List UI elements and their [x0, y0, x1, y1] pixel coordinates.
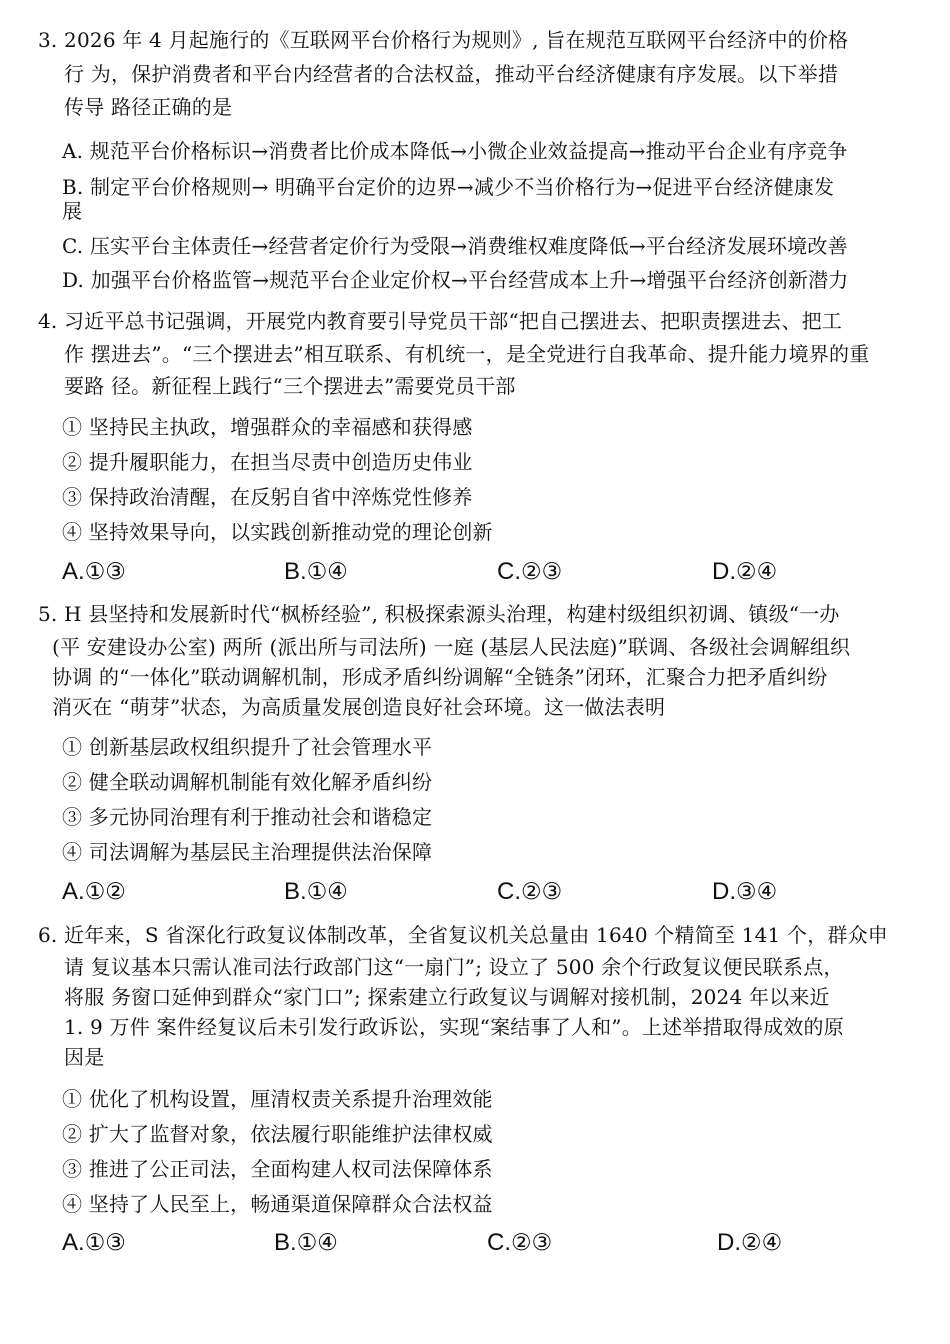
q3-option-b: B. 制定平台价格规则→ 明确平台定价的边界→减少不当价格行为→促进平台经济健康发 [62, 175, 835, 199]
q3-option-b-cont: 展 [62, 199, 83, 223]
q5-stem-line-3: 协调 的“一体化”联动调解机制，形成矛盾纠纷调解“全链条”闭环，汇聚合力把矛盾纠纷 [52, 665, 828, 689]
q6-stem-line-5: 因是 [64, 1045, 105, 1069]
q6-stem-line-3: 将服 务窗口延伸到群众“家门口”; 探索建立行政复议与调解对接机制，2024 年以来近 [64, 985, 830, 1009]
q6-item-2: ② 扩大了监督对象，依法履行职能维护法律权威 [62, 1122, 493, 1146]
q6-choice-a: A.①③ [62, 1229, 126, 1256]
q5-stem-line-4: 消灭在 “萌芽”状态，为高质量发展创造良好社会环境。这一做法表明 [52, 695, 666, 719]
q6-choice-c: C.②③ [487, 1229, 553, 1256]
q5-item-3: ③ 多元协同治理有利于推动社会和谐稳定 [62, 805, 433, 829]
q4-item-4: ④ 坚持效果导向，以实践创新推动党的理论创新 [62, 520, 493, 544]
q5-choice-c: C.②③ [497, 878, 563, 905]
q6-item-3: ③ 推进了公正司法，全面构建人权司法保障体系 [62, 1157, 493, 1181]
q5-choice-d: D.③④ [712, 878, 778, 905]
q6-item-1: ① 优化了机构设置，厘清权责关系提升治理效能 [62, 1087, 493, 1111]
q5-item-2: ② 健全联动调解机制能有效化解矛盾纠纷 [62, 770, 433, 794]
q4-choice-c: C.②③ [497, 558, 563, 585]
q4-item-2: ② 提升履职能力，在担当尽责中创造历史伟业 [62, 450, 473, 474]
q4-choice-b: B.①④ [284, 558, 348, 585]
q5-choice-b: B.①④ [284, 878, 348, 905]
q6-stem-line-4: 1. 9 万件 案件经复议后未引发行政诉讼，实现“案结事了人和”。上述举措取得成效的原 [64, 1015, 844, 1039]
q6-choice-d: D.②④ [717, 1229, 783, 1256]
q6-item-4: ④ 坚持了人民至上，畅通渠道保障群众合法权益 [62, 1192, 493, 1216]
q4-stem-line-2: 作 摆进去”。“三个摆进去”相互联系、有机统一，是全党进行自我革命、提升能力境界的重 [64, 342, 870, 366]
q3-option-d: D. 加强平台价格监管→规范平台企业定价权→平台经营成本上升→增强平台经济创新潜力 [62, 268, 849, 292]
q4-choice-a: A.①③ [62, 558, 126, 585]
q4-stem-line-1: 4. 习近平总书记强调，开展党内教育要引导党员干部“把自己摆进去、把职责摆进去、把工 [38, 309, 843, 333]
q5-stem-line-1: 5. H 县坚持和发展新时代“枫桥经验”, 积极探索源头治理，构建村级组织初调、镇级“一办 [38, 602, 840, 626]
q3-option-a: A. 规范平台价格标识→消费者比价成本降低→小微企业效益提高→推动平台企业有序竞争 [62, 139, 848, 163]
q6-choice-b: B.①④ [274, 1229, 338, 1256]
q5-item-4: ④ 司法调解为基层民主治理提供法治保障 [62, 840, 433, 864]
q6-stem-line-2: 请 复议基本只需认准司法行政部门这“一扇门”; 设立了 500 余个行政复议便民联系点， [64, 955, 844, 979]
q3-option-c: C. 压实平台主体责任→经营者定价行为受限→消费维权难度降低→平台经济发展环境改善 [62, 234, 848, 258]
q6-stem-line-1: 6. 近年来，S 省深化行政复议体制改革，全省复议机关总量由 1640 个精简至 141 个，群众申 [38, 923, 888, 947]
q4-item-1: ① 坚持民主执政，增强群众的幸福感和获得感 [62, 415, 473, 439]
q3-stem-line-3: 传导 路径正确的是 [64, 95, 233, 119]
q3-stem-line-1: 3. 2026 年 4 月起施行的《互联网平台价格行为规则》, 旨在规范互联网平台经济中的价格 [38, 28, 849, 52]
q4-item-3: ③ 保持政治清醒，在反躬自省中淬炼党性修养 [62, 485, 473, 509]
q3-stem-line-2: 行 为，保护消费者和平台内经营者的合法权益，推动平台经济健康有序发展。以下举措 [64, 62, 839, 86]
q4-stem-line-3: 要路 径。新征程上践行“三个摆进去”需要党员干部 [64, 374, 516, 398]
q4-choice-d: D.②④ [712, 558, 778, 585]
q5-item-1: ① 创新基层政权组织提升了社会管理水平 [62, 735, 433, 759]
q5-stem-line-2: (平 安建设办公室) 两所 (派出所与司法所) 一庭 (基层人民法庭)”联调、各级社会调解组织 [52, 635, 851, 659]
q5-choice-a: A.①② [62, 878, 126, 905]
